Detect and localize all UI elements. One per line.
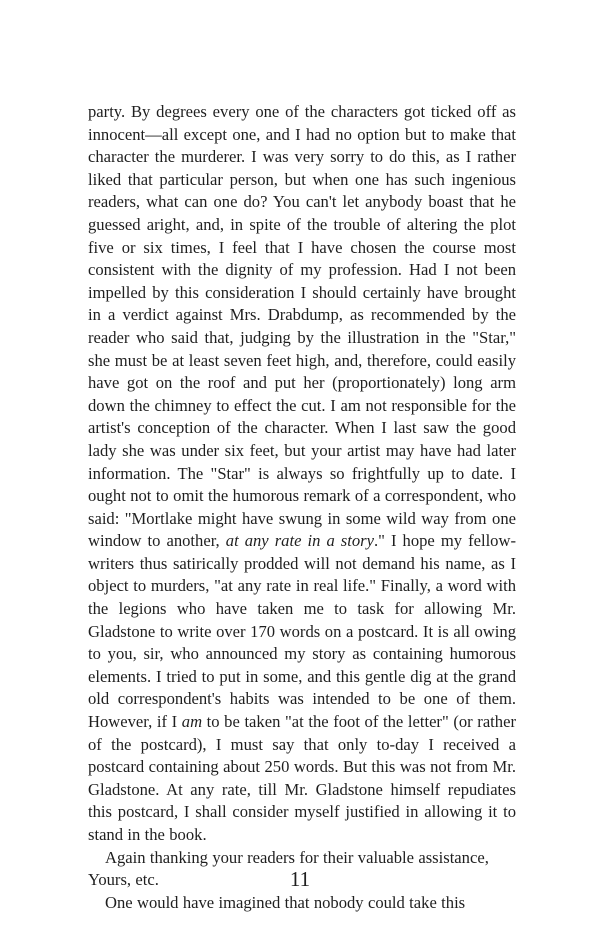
page-number: 11 (289, 867, 311, 891)
paragraph-1-text-b: ." I hope my fellow-writers thus satirically prodded will not demand his name, as I object to murders, "at any rate in real life." Finally, a word with the legions who have taken me to task for allowing Mr. Gladstone to write over 170 words on a postcard. It is all owing to you, sir, who announced my story as containing humorous elements. I tried to put in some, and this gentle dig at the grand old correspondent's habits was intended to be one of them. However, if I (88, 531, 516, 732)
page-body (88, 101, 516, 914)
paragraph-1-text-a: party. By degrees every one of the characters got ticked off as innocent—all except one, and I had no option but to make that character the murderer. I was very sorry to do this, as I rather liked that particular person, but when one has such ingenious readers, what can one do? You can't let anybody boast that he guessed aright, and, in spite of the trouble of altering the plot five or six times, I feel that I have chosen the course most consistent with the dignity of my profession. Had I not been impelled by this consideration I should certainly have brought in a verdict against Mrs. Drabdump, as recommended by the reader who said that, judging by the illustration in the "Star," she must be at least seven feet high, and, therefore, could easily have got on the roof and put her (proportionately) long arm down the chimney to effect the cut. I am not responsible for the artist's conception of the character. When I last saw the good lady she was under six feet, but your artist may have had later information. The "Star" is always so frightfully up to date. I ought not to omit the humorous remark of a correspondent, who said: "Mortlake might have swung in some wild way from one window to another, (88, 102, 516, 551)
body-paragraph-signoff: Yours, etc. (88, 870, 159, 890)
paragraph-1-text-c: to be taken "at the foot of the letter" (or rather of the postcard), I must say that only to-day I received a postcard containing about 250 words. But this was not from Mr. Gladstone. At any rate, till Mr. Gladstone himself repudiates this postcard, I shall consider myself justified in allowing it to stand in the book. (88, 712, 516, 844)
paragraph-1-italic-am: am (181, 712, 203, 732)
body-paragraph-1 (88, 101, 516, 847)
paragraph-1-italic-phrase: at any rate in a story (225, 531, 374, 551)
body-paragraph-3: One would have imagined that nobody could take this (105, 892, 466, 912)
body-paragraph-2: Again thanking your readers for their valuable assistance, (105, 847, 489, 867)
